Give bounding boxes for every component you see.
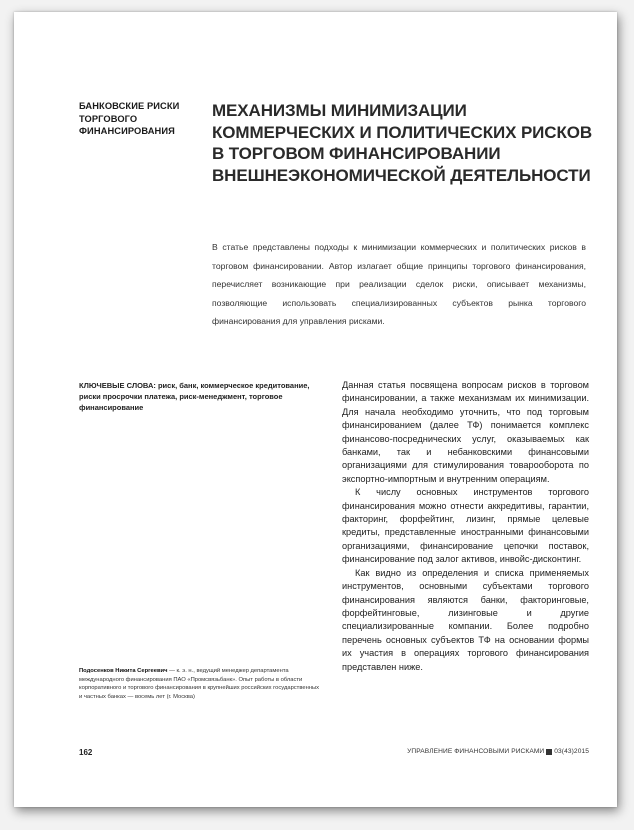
author-name: Подосенков Никита Сергеевич [79,668,168,674]
journal-issue: 03(43)2015 [554,748,589,755]
body-paragraph-2: К числу основных инструментов торгового финансирования можно отнести аккредитивы, гарантии, факторинг, форфейтинг, лизинг, прямые целевые кредиты, представленные иностранными финансовыми организациями, финансирование цепочки поставок, финансирование под залог активов, инвойс-дисконтинг. [342,487,589,565]
square-bullet-icon [546,749,552,755]
author-bio: — к. э. н., ведущий менеджер департамента международного финансирования ПАО «Промсвязьбанк». Опыт работы в области корпоративного и торгового финансирования в крупнейших российских государственных и частных банках — восемь лет (г. Москва) [79,668,320,700]
author-info [79,667,323,701]
article-body [342,379,589,674]
journal-footer [407,748,589,755]
body-paragraph-1: Данная статья посвящена вопросам рисков в торговом финансировании, а также механизмам их минимизации. Для начала необходимо уточнить, что под торговым финансированием (далее ТФ) понимается комплекс финансово-посреднических услуг, оказываемых как банками, так и небанковскими финансовыми организациями для стимулирования товарооборота по экспортно-импортным и внутренним операциям. [342,380,589,484]
document-page [14,12,617,807]
section-label: БАНКОВСКИЕ РИСКИ ТОРГОВОГО ФИНАНСИРОВАНИЯ [79,101,180,136]
article-title: МЕХАНИЗМЫ МИНИМИЗАЦИИ КОММЕРЧЕСКИХ И ПОЛИТИЧЕСКИХ РИСКОВ В ТОРГОВОМ ФИНАНСИРОВАНИИ ВНЕШНЕЭКОНОМИЧЕСКОЙ ДЕЯТЕЛЬНОСТИ [212,101,593,185]
article-abstract: В статье представлены подходы к минимизации коммерческих и политических рисков в торговом финансировании. Автор излагает общие принципы торгового финансирования, перечисляет возникающие при реализации сделок риски, описывает механизмы, позволяющие использовать специализированных субъектов рынка торгового финансирования для управления рисками. [212,242,586,326]
page-number: 162 [79,748,93,757]
body-paragraph-3: Как видно из определения и списка применяемых инструментов, основными субъектами торгового финансирования являются банки, факторинговые, форфейтинговые, лизинговые и другие специализированные компании. Более подробно перечень основных субъектов ТФ на основании формы их участия в операциях торгового финансирования представлен ниже. [342,567,589,672]
journal-name: УПРАВЛЕНИЕ ФИНАНСОВЫМИ РИСКАМИ [407,748,545,755]
keywords: КЛЮЧЕВЫЕ СЛОВА: риск, банк, коммерческое кредитование, риски просрочки платежа, риск-менеджмент, торговое финансирование [79,381,310,412]
